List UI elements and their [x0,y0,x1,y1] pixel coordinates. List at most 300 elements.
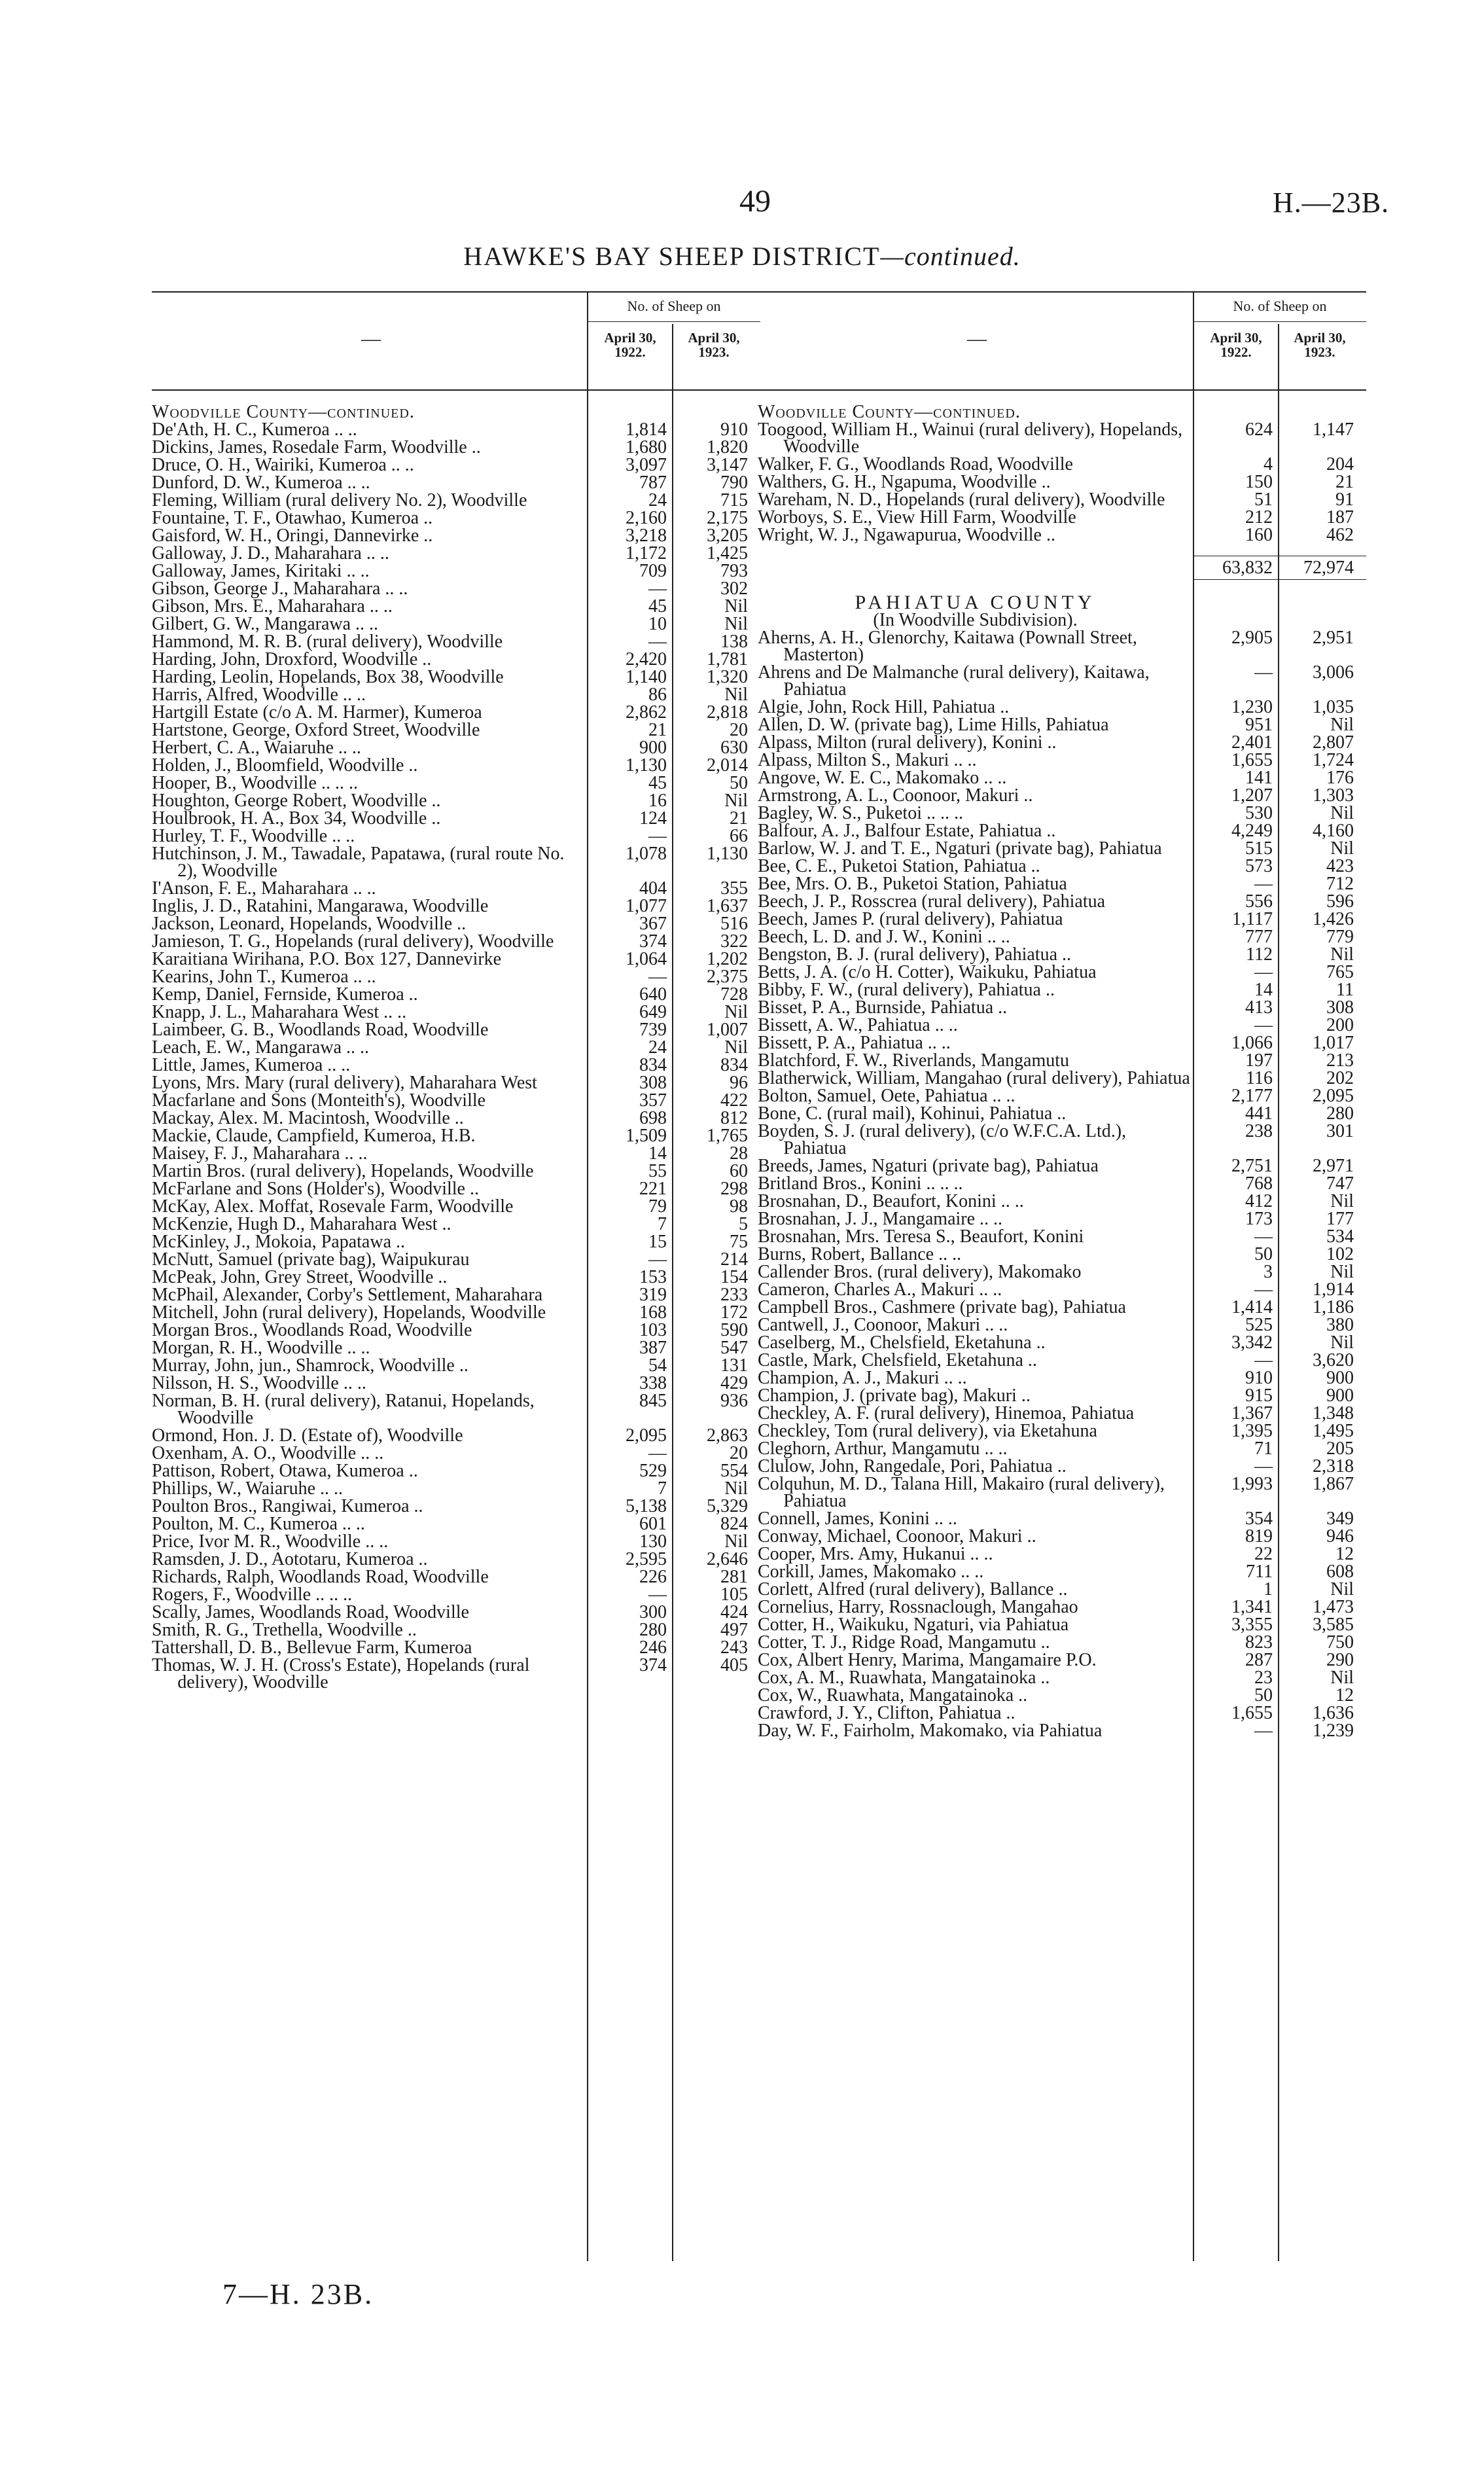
table-row [758,717,1432,734]
right-rows [758,404,1432,1740]
sheep-1922: 124 [639,808,667,829]
sheep-1923: 102 [1326,1244,1354,1264]
leader-dots: .. [404,755,418,776]
sheep-1922: 116 [1246,1068,1273,1088]
table-row [152,933,826,950]
table-row [758,1581,1432,1598]
sheep-1923: 21 [1335,472,1354,492]
owner-name: Checkley, A. F. (rural delivery), Hinemoa, Pahiatua [758,1403,1135,1423]
leader-dots: .. [419,508,433,528]
owner-name: Alpass, Milton S., Makuri .. .. [758,750,977,770]
owner-name: Morgan, R. H., Woodville .. .. [152,1338,370,1358]
table-row [758,982,1432,999]
sheep-1922: 357 [639,1090,667,1111]
sheep-1923: 21 [730,808,748,829]
sheep-1923: 2,375 [707,967,748,987]
sheep-1922: — [648,1443,667,1463]
owner-name: Cotter, H., Waikuku, Ngaturi, via Pahiatua [758,1615,1069,1635]
sheep-1922: 1,117 [1232,909,1273,929]
sheep-1923: 138 [720,632,748,652]
sheep-1922: 153 [639,1267,667,1287]
owner-name: Aherns, A. H., Glenorchy, Kaitawa (Pownall Street, Masterton) [758,628,1137,665]
owner-name: Bee, C. E., Puketoi Station, Pahiatua .. [758,856,1040,876]
owner-name: Hutchinson, J. M., Tawadale, Papatawa, (rural route No. 2), Woodville [152,844,565,881]
table-row [758,421,1432,456]
sheep-1923: 547 [720,1338,748,1358]
county-heading: PAHIATUA COUNTY [855,592,1096,613]
owner-name: Martin Bros. (rural delivery), Hopelands, Woodville [152,1161,534,1181]
table-row [152,1128,826,1145]
sheep-1923: 3,585 [1313,1615,1354,1635]
sheep-1923: 596 [1326,891,1354,912]
table-row [758,1281,1432,1298]
owner-name: Jamieson, T. G., Hopelands (rural delivery), Woodville [152,931,554,952]
sheep-1923: 1,035 [1313,697,1354,717]
owner-name: Connell, James, Konini .. .. [758,1509,957,1529]
owner-name: Walthers, G. H., Ngapuma, Woodville .. [758,472,1051,492]
table-row [758,999,1432,1016]
table-row [152,1375,826,1392]
sheep-1923: 834 [720,1055,748,1075]
owner-name: Blatchford, F. W., Riverlands, Mangamutu [758,1050,1070,1071]
sheep-1922: 1,367 [1231,1403,1273,1423]
leader-dots: .. [1031,1332,1046,1353]
owner-name: Betts, J. A. (c/o H. Cotter), Waikuku, Pahiatua [758,962,1097,982]
table-row [152,1340,826,1357]
leader-dots: .. .. [348,878,376,899]
page-footer: 7—H. 23B. [222,2278,374,2310]
header-april-1922: April 30, 1922. [1210,330,1262,360]
sheep-1923: 1,348 [1313,1403,1354,1423]
sheep-1923: 1,202 [707,949,748,969]
owner-name: Jackson, Leonard, Hopelands, Woodville .. [152,914,467,934]
leader-dots: .. .. [965,1544,993,1564]
sheep-1922: 951 [1245,715,1273,735]
table-row [152,722,826,739]
sheep-1922: 2,751 [1231,1156,1273,1176]
owner-name: Barlow, W. J. and T. E., Ngaturi (private bag), Pahiatua [758,838,1162,859]
sheep-1922: — [648,579,667,599]
sheep-1923: 96 [730,1073,748,1093]
table-row [152,492,826,509]
sheep-1923: 1,867 [1313,1474,1354,1494]
sheep-1922: 4 [1263,454,1273,474]
sheep-1923: 349 [1326,1509,1354,1529]
leader-dots: .. .. [329,420,357,440]
table-row [758,1599,1432,1616]
sheep-1923: 2,014 [707,755,748,776]
table-row [758,1175,1432,1192]
leader-dots: .. [450,1108,464,1128]
sheep-1922: 103 [639,1320,667,1340]
owner-name: Brosnahan, D., Beaufort, Konini .. .. [758,1191,1024,1211]
leader-dots: .. [427,808,441,829]
table-row [758,1052,1432,1069]
sheep-1923: 4,160 [1313,821,1354,841]
owner-name: Galloway, James, Kiritaki .. .. [152,561,370,581]
leader-dots: .. .. [939,1368,967,1388]
leader-dots: .. [993,997,1008,1018]
owner-name: Toogood, William H., Wainui (rural delivery), Hopelands, Woodville [758,420,1183,457]
sheep-1922: 3,355 [1231,1615,1273,1635]
sheep-1922: 1,207 [1231,785,1273,806]
table-row [758,1088,1432,1105]
owner-name: Poulton, M. C., Kumeroa .. .. [152,1514,365,1534]
sheep-1922: — [648,632,667,652]
owner-name: Blatherwick, William, Mangahao (rural delivery), Pahiatua [758,1068,1190,1088]
sheep-1922: 2,862 [626,702,667,723]
owner-name: Cantwell, J., Coonoor, Makuri .. .. [758,1315,1008,1335]
table-row [758,1317,1432,1334]
owner-name: McPhail, Alexander, Corby's Settlement, Maharahara [152,1285,543,1305]
sheep-1923: 131 [720,1355,748,1376]
leader-dots: .. [1036,472,1051,492]
sheep-1923: Nil [1330,715,1354,735]
sheep-1923: 900 [1326,1385,1354,1406]
sheep-1922: 45 [648,773,667,793]
sheep-1923: Nil [1330,1668,1354,1688]
owner-name: Harding, Leolin, Hopelands, Box 38, Woodville [152,667,504,687]
leader-dots: .. .. [356,1443,384,1463]
table-row [758,1264,1432,1281]
owner-name: Leach, E. W., Mangarawa .. .. [152,1037,369,1058]
table-row [152,916,826,933]
sheep-1923: 105 [720,1584,748,1605]
sheep-1922: 212 [1245,507,1273,527]
sheep-1922: 3,342 [1231,1332,1273,1353]
sheep-1923: 3,147 [707,455,748,475]
sheep-1923: 3,006 [1313,662,1354,683]
owner-name: Mackie, Claude, Campfield, Kumeroa, H.B. [152,1126,476,1146]
sheep-1922: 777 [1245,927,1273,947]
sheep-1922: 2,905 [1231,628,1273,648]
page-title [0,241,1484,272]
table-row [152,510,826,527]
sheep-1923: 187 [1326,507,1354,527]
leader-dots: .. [454,1355,468,1376]
sheep-1923: 12 [1335,1685,1354,1706]
leader-dots: .. [437,1214,451,1234]
leader-dots: .. .. [974,1279,1002,1300]
sheep-1922: — [1254,962,1273,982]
owner-name: Hooper, B., Woodville .. .. .. [152,773,358,793]
sheep-1922: 238 [1245,1121,1273,1141]
sheep-1922: 1,655 [1231,750,1273,770]
leader-dots: .. .. [338,1373,366,1393]
owner-name: Wareham, N. D., Hopelands (rural delivery), Woodville [758,490,1165,510]
table-row [152,1110,826,1127]
owner-name: Fountaine, T. F., Otawhao, Kumeroa .. [152,508,433,528]
table-row [152,1145,826,1162]
table-row [758,527,1432,544]
sheep-1923: 462 [1326,525,1354,545]
sheep-1923: 1,425 [707,543,748,563]
sheep-1922: 387 [639,1338,667,1358]
leader-dots: .. [1042,732,1057,753]
sheep-1923: Nil [724,596,748,616]
sheep-1923: 302 [720,579,748,599]
sheep-1922: 221 [639,1179,667,1199]
table-row [758,770,1432,787]
sheep-1923: 66 [730,826,748,846]
owner-name: Crawford, J. Y., Clifton, Pahiatua .. [758,1703,1016,1723]
table-row [758,1246,1432,1263]
sheep-1922: 1,064 [626,949,667,969]
table-row [152,1533,826,1550]
table-row [152,474,826,491]
owner-name: Houghton, George Robert, Woodville .. [152,791,441,811]
header-april-1923: April 30, 1923. [688,330,740,360]
leader-dots: .. [427,791,441,811]
table-row [152,1181,826,1198]
table-row [152,1445,826,1462]
table-row [152,810,826,827]
table-row [758,474,1432,491]
leader-dots: .. .. [934,1244,962,1264]
owner-name: Little, James, Kumeroa .. .. [152,1055,351,1075]
sheep-1923: 2,818 [707,702,748,723]
leader-dots: .. .. [364,596,393,616]
sheep-1922: 4,249 [1231,821,1273,841]
table-row [758,1299,1432,1316]
sheep-1922: 573 [1245,856,1273,876]
sheep-1922: 197 [1245,1050,1273,1071]
table-row [152,616,826,633]
header-no-of-sheep: No. of Sheep on [1233,298,1327,314]
sheep-1922: 1,655 [1231,1703,1273,1723]
sheep-1922: 1,230 [1231,697,1273,717]
sheep-1923: 28 [730,1143,748,1164]
sheep-1923: 936 [720,1391,748,1411]
sheep-1922: 3,218 [626,526,667,546]
sheep-1923: 1,147 [1313,420,1354,440]
sheep-1922: 739 [639,1020,667,1040]
sheep-1923: 5,329 [707,1496,748,1516]
total-1923: 72,974 [1303,558,1354,578]
owner-name: Phillips, W., Waiaruhe .. .. [152,1478,344,1499]
sheep-1922: 14 [1254,980,1273,1000]
table-row [758,1476,1432,1510]
table-row [152,527,826,545]
leader-dots: .. .. [338,685,366,705]
leader-dots: .. .. [949,750,977,770]
sheep-1922: 1,130 [626,755,667,776]
sheep-1922: 525 [1245,1315,1273,1335]
leader-dots: .. .. [351,614,379,634]
leader-dots: .. [433,1267,448,1287]
owner-name: Bagley, W. S., Puketoi .. .. .. [758,803,963,823]
leader-dots: .. .. [979,768,1007,788]
sheep-1923: 405 [720,1655,748,1675]
owner-name: Dickins, James, Rosedale Farm, Woodville .. [152,437,481,457]
sheep-1923: 630 [720,738,748,758]
table-row [152,846,826,880]
owner-name: Algie, John, Rock Hill, Pahiatua .. [758,697,1010,717]
table-row [152,828,826,845]
leader-dots: .. [1022,1526,1036,1546]
sheep-1922: 24 [648,1037,667,1058]
leader-dots: .. .. [342,1037,369,1058]
sheep-1923: 946 [1326,1526,1354,1546]
table-row [758,1035,1432,1052]
sheep-1923: Nil [1330,1262,1354,1282]
table-row [152,1057,826,1074]
sheep-1923: 308 [1326,997,1354,1018]
owner-name: Clulow, John, Rangedale, Pori, Pahiatua .. [758,1456,1067,1476]
table-row [758,1105,1432,1122]
leader-dots: .. .. [379,1002,407,1022]
sheep-1923: Nil [724,614,748,634]
sheep-1922: 86 [648,685,667,705]
owner-name: Houlbrook, H. A., Box 34, Woodville .. [152,808,441,829]
table-row [152,1357,826,1374]
sheep-1922: 308 [639,1073,667,1093]
table-row [152,775,826,792]
owner-name: Macfarlane and Sons (Monteith's), Woodville [152,1090,486,1111]
leader-dots: .. [402,1620,417,1640]
table-row [152,439,826,456]
leader-dots: .. .. [930,1015,958,1035]
sheep-1923: Nil [1330,1191,1354,1211]
owner-name: Morgan Bros., Woodlands Road, Woodville [152,1320,472,1340]
table-row [152,1022,826,1039]
sheep-1923: 424 [720,1602,748,1622]
owner-name: Gibson, Mrs. E., Maharahara .. .. [152,596,393,616]
table-row [758,1440,1432,1457]
sheep-1923: 20 [730,720,748,740]
sheep-1922: 1,341 [1231,1597,1273,1617]
sheep-1923: 1,186 [1313,1297,1354,1317]
table-row [152,1622,826,1639]
sheep-1923: Nil [724,1531,748,1552]
owner-name: Cornelius, Harry, Rossnaclough, Mangahao [758,1597,1078,1617]
sheep-1922: 54 [648,1355,667,1376]
section-heading: Woodville County—continued. [758,402,1021,422]
table-row [152,1586,826,1603]
table-row [152,969,826,986]
left-rows [152,404,826,1692]
table-row [152,545,826,562]
sheep-1922: 1,993 [1231,1474,1273,1494]
sheep-1923: 608 [1326,1562,1354,1582]
table-row [758,1370,1432,1387]
leader-dots: .. .. [340,1143,368,1164]
sheep-1922: 515 [1245,838,1273,859]
table-row [758,509,1432,526]
table-row [758,1017,1432,1034]
right-table-header [758,291,1432,389]
owner-name: McKinley, J., Mokoia, Papatawa .. [152,1232,405,1252]
leader-dots: .. .. [361,1531,389,1552]
owner-name: Ormond, Hon. J. D. (Estate of), Woodville [152,1425,463,1446]
sheep-1923: 204 [1326,454,1354,474]
table-row [152,740,826,757]
owner-name: Castle, Mark, Chelsfield, Eketahuna .. [758,1350,1037,1370]
sheep-1923: 712 [1326,874,1354,894]
table-row [152,757,826,774]
leader-dots: .. [1053,1579,1068,1599]
sheep-1922: 71 [1254,1438,1273,1459]
left-table [152,291,826,2261]
leader-dots: .. .. [327,826,355,846]
owner-name: De'Ath, H. C., Kumeroa .. .. [152,420,357,440]
header-blank: — [967,328,987,349]
table-row [758,1193,1432,1210]
table-row [758,1123,1432,1157]
sheep-1922: 141 [1245,768,1273,788]
sheep-1922: 640 [639,984,667,1005]
sheep-1922: 3,097 [626,455,667,475]
owner-name: Herbert, C. A., Waiaruhe .. .. [152,738,361,758]
leader-dots: .. .. [980,1315,1008,1335]
owner-name: McKay, Alex. Moffat, Rosevale Farm, Woodville [152,1196,514,1217]
leader-dots: .. [1041,525,1055,545]
sheep-1922: 915 [1245,1385,1273,1406]
sheep-1923: 790 [720,473,748,493]
table-row [152,1480,826,1497]
title-continued: —continued. [880,241,1021,271]
sheep-1922: 51 [1254,490,1273,510]
sheep-1922: 287 [1245,1650,1273,1670]
table-row [758,1617,1432,1634]
table-row [152,898,826,915]
sheep-1923: 3,620 [1313,1350,1354,1370]
table-row [152,1304,826,1321]
owner-name: Walker, F. G., Woodlands Road, Woodville [758,454,1073,474]
table-row [152,1092,826,1109]
table-row [152,1463,826,1480]
sheep-1922: 130 [639,1531,667,1552]
table-row [758,787,1432,804]
total-1922: 63,832 [1222,558,1273,578]
table-row [152,651,826,668]
sheep-1923: 2,971 [1313,1156,1354,1176]
sheep-1922: 1,814 [626,420,667,440]
title-main: HAWKE'S BAY SHEEP DISTRICT [463,241,881,271]
sheep-1922: 300 [639,1602,667,1622]
leader-dots: .. [1057,944,1072,965]
subdivision-note: (In Woodville Subdivision). [873,610,1078,630]
owner-name: Bibby, F. W., (rural delivery), Pahiatua .. [758,980,1055,1000]
sheep-1922: 698 [639,1108,667,1128]
header-no-of-sheep: No. of Sheep on [627,298,721,314]
sheep-1922: 1,172 [626,543,667,563]
sheep-1923: 900 [1326,1368,1354,1388]
sheep-1923: 205 [1326,1438,1354,1459]
table-row [758,1334,1432,1351]
sheep-1922: 823 [1245,1632,1273,1653]
sheep-1923: 497 [720,1620,748,1640]
sheep-1922: — [1254,662,1273,683]
table-row [758,699,1432,716]
leader-dots: .. .. [337,1514,365,1534]
leader-dots: .. [417,649,432,670]
owner-name: Champion, A. J., Makuri .. .. [758,1368,967,1388]
leader-dots: .. .. [342,561,370,581]
header-april-1922: April 30, 1922. [604,330,656,360]
leader-dots: .. .. [348,967,376,987]
sheep-1923: 202 [1326,1068,1354,1088]
sheep-1922: — [1254,874,1273,894]
table-row [758,1528,1432,1545]
sheep-1923: 3,205 [707,526,748,546]
owner-name: McKenzie, Hugh D., Maharahara West .. [152,1214,451,1234]
owner-name: Pattison, Robert, Otawa, Kumeroa .. [152,1461,418,1481]
sheep-1923: 1,473 [1313,1597,1354,1617]
sheep-1922: — [1254,1015,1273,1035]
sheep-1923: 765 [1326,962,1354,982]
leader-dots: .. [419,526,433,546]
